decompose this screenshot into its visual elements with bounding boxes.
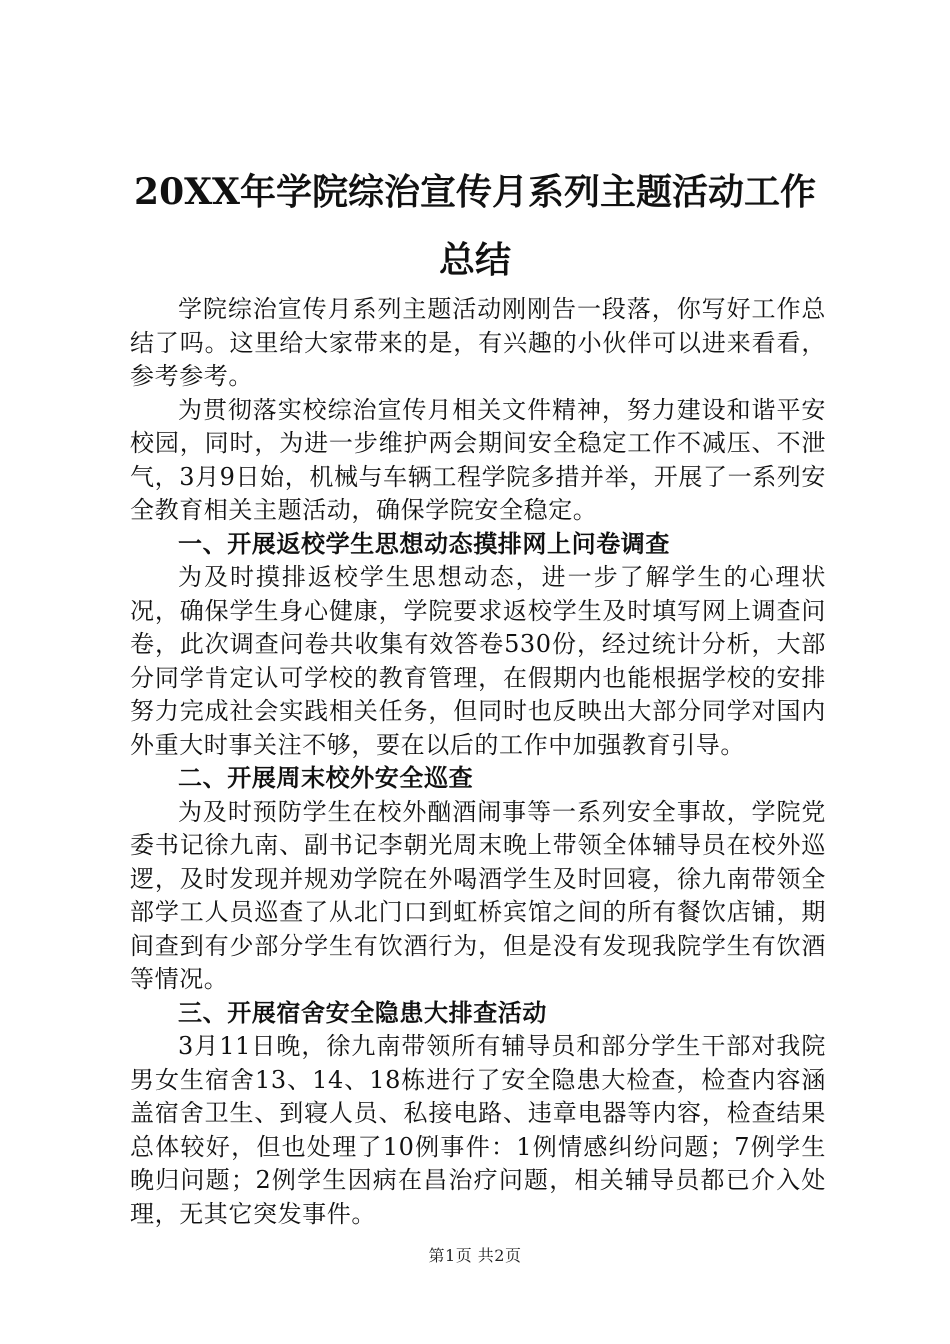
paragraph-background: 为贯彻落实校综治宣传月相关文件精神，努力建设和谐平安校园，同时，为进一步维护两会期间安全稳定工作不减压、不泄气，3月9日始，机械与车辆工程学院多措并举，开展了一系列安全教育相关主题活动，确保学院安全稳定。 <box>130 395 826 524</box>
section-heading-3: 三、开展宿舍安全隐患大排查活动 <box>178 998 547 1027</box>
page-footer: 第1页 共2页 <box>428 1246 522 1265</box>
paragraph-section-1: 为及时摸排返校学生思想动态，进一步了解学生的心理状况，确保学生身心健康，学院要求返校学生及时填写网上调查问卷，此次调查问卷共收集有效答卷530份，经过统计分析，大部分同学肯定认可学校的教育管理，在假期内也能根据学校的安排努力完成社会实践相关任务，但同时也反映出大部分同学对国内外重大时事关注不够，要在以后的工作中加强教育引导。 <box>130 563 826 759</box>
paragraph-section-3: 3月11日晚，徐九南带领所有辅导员和部分学生干部对我院男女生宿舍13、14、18栋进行了安全隐患大检查，检查内容涵盖宿舍卫生、到寝人员、私接电路、违章电器等内容，检查结果总体较好，但也处理了10例事件：1例情感纠纷问题；7例学生晚归问题；2例学生因病在昌治疗问题，相关辅导员都已介入处理，无其它突发事件。 <box>130 1032 826 1228</box>
paragraph-intro: 学院综治宣传月系列主题活动刚刚告一段落，你写好工作总结了吗。这里给大家带来的是，有兴趣的小伙伴可以进来看看，参考参考。 <box>130 295 826 390</box>
section-heading-1: 一、开展返校学生思想动态摸排网上问卷调查 <box>178 529 670 558</box>
section-heading-2: 二、开展周末校外安全巡查 <box>178 764 474 792</box>
paragraph-section-2: 为及时预防学生在校外酗酒闹事等一系列安全事故，学院党委书记徐九南、副书记李朝光周末晚上带领全体辅导员在校外巡逻，及时发现并规劝学院在外喝酒学生及时回寝，徐九南带领全部学工人员巡查了从北门口到虹桥宾馆之间的所有餐饮店铺，期间查到有少部分学生有饮酒行为，但是没有发现我院学生有饮酒等情况。 <box>130 797 826 993</box>
document-body <box>130 293 826 1231</box>
document-title: 20XX年学院综治宣传月系列主题活动工作总结 <box>134 171 816 281</box>
